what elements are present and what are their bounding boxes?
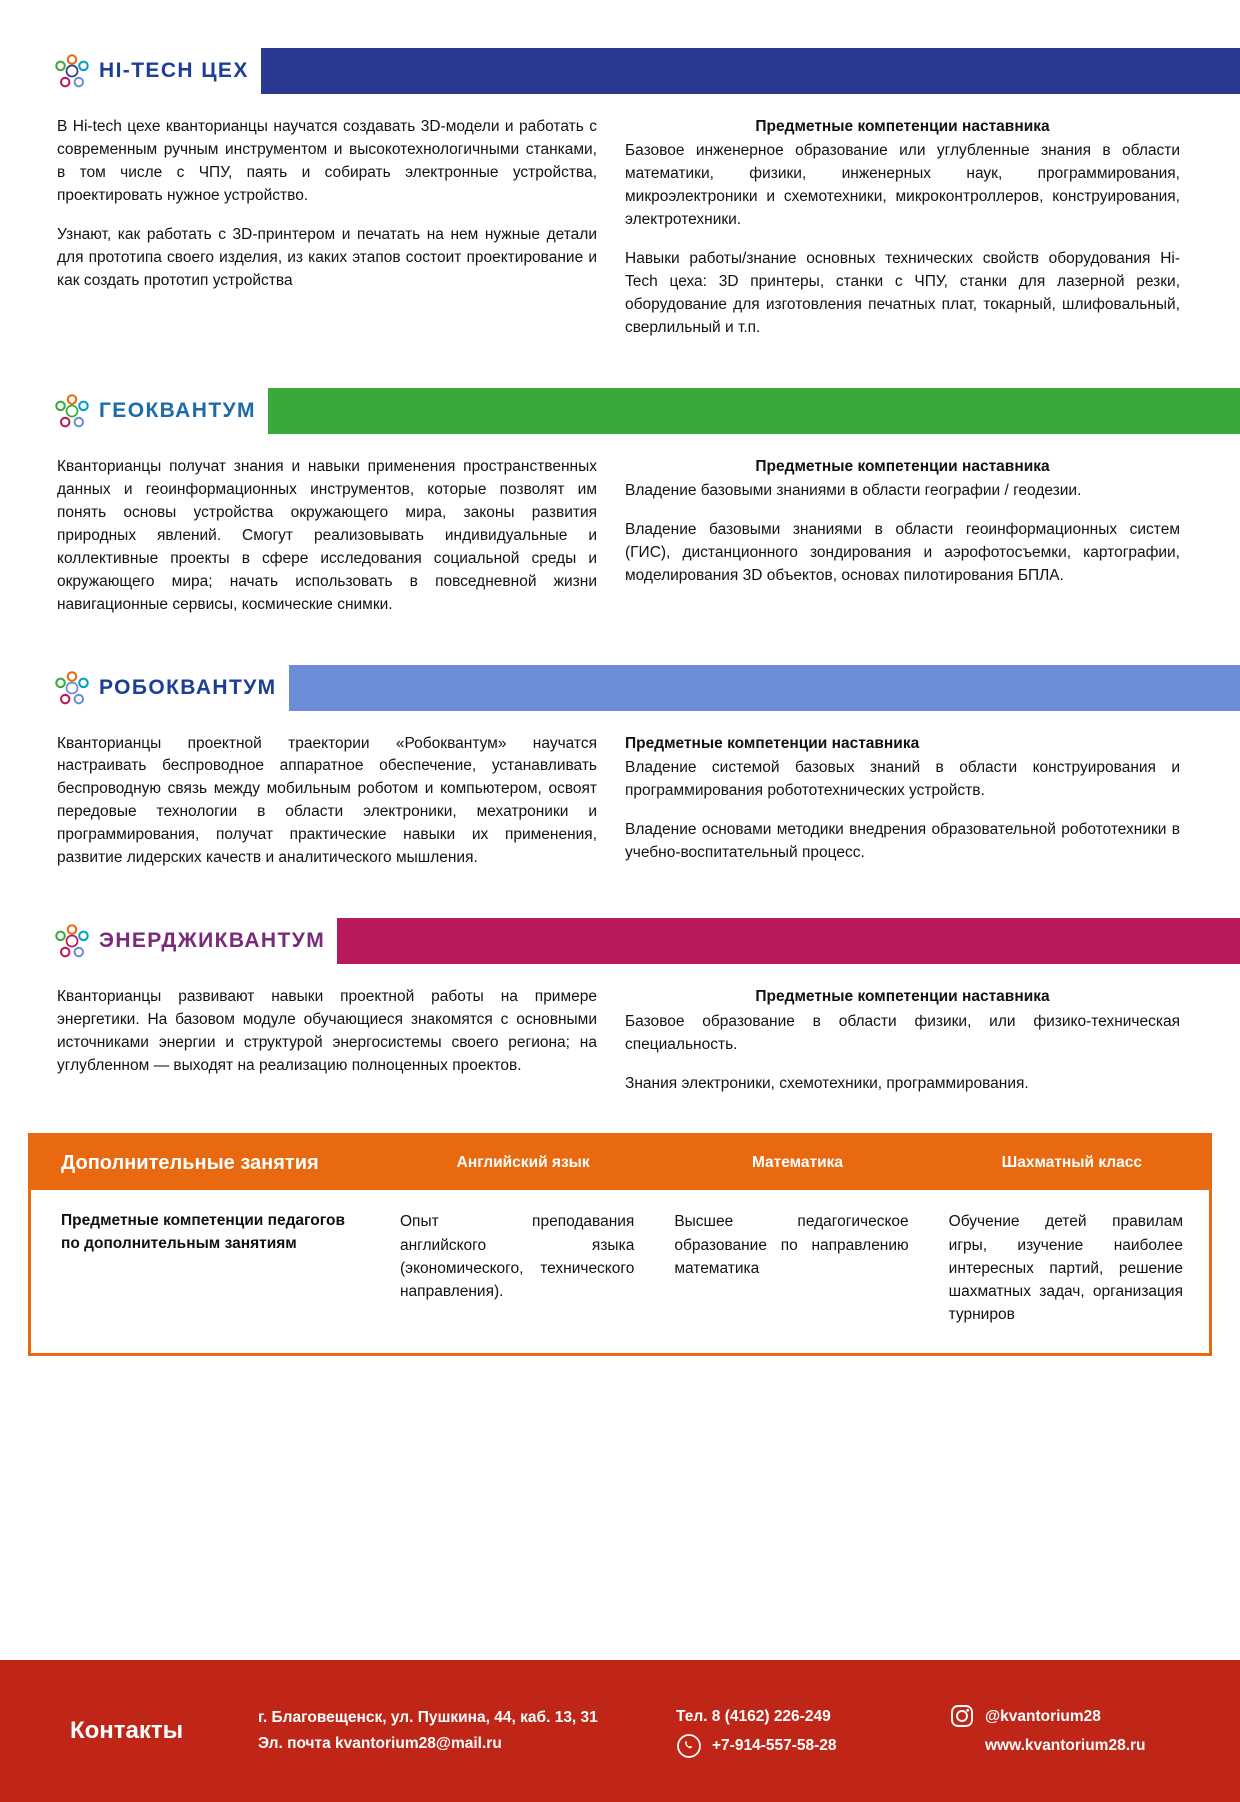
section-band-energykvantum <box>0 918 1240 964</box>
instagram-icon <box>949 1703 975 1729</box>
column-header-chess: Шахматный класс <box>1001 1154 1143 1172</box>
section-content-hitech <box>0 94 1240 340</box>
competencies-heading: Предметные компетенции наставника <box>755 988 1050 1006</box>
logo-hitech <box>0 48 261 94</box>
section-band-hitech <box>0 48 1240 94</box>
column-header-english: Английский язык <box>456 1154 590 1172</box>
column-header-math: Математика <box>751 1154 844 1172</box>
section-title-geokvantum: ГЕОКВАНТУМ <box>99 398 256 422</box>
paragraph: Узнают, как работать с 3D-принтером и печатать на нем нужные детали для прототипа своего изделия, из каких этапов состоит проектирование и как создать прототип устройства <box>57 225 597 289</box>
competencies-heading: Предметные компетенции наставника <box>625 734 920 752</box>
additional-classes-table <box>28 1133 1212 1355</box>
paragraph: Кванторианцы получат знания и навыки применения пространственных данных и геоинформационных инструментов, которые позволят им понять основы устройства окружающего мира, законы развития природных явлений. Смогут реализовывать индивидуальные и коллективные проекты в сфере исследования социальной среды и окружающего мира; начать использовать в повседневной жизни навигационные сервисы, космические снимки. <box>57 457 597 613</box>
footer-title: Контакты <box>70 1717 184 1744</box>
paragraph: Владение базовыми знаниями в области географии / геодезии. <box>625 482 1082 500</box>
section-content-energykvantum <box>0 964 1240 1095</box>
phone-office-text: Тел. 8 (4162) 226-249 <box>676 1707 831 1725</box>
instagram-handle: @kvantorium28 <box>985 1707 1101 1725</box>
logo-robokvantum <box>0 665 289 711</box>
quantorium-atom-icon <box>55 671 89 705</box>
website-url: www.kvantorium28.ru <box>985 1737 1146 1754</box>
email-line: Эл. почта kvantorium28@mail.ru <box>258 1735 502 1752</box>
quantorium-atom-icon <box>55 924 89 958</box>
cell-math: Высшее педагогическое образование по направлению математика <box>674 1213 909 1277</box>
logo-energykvantum <box>0 918 337 964</box>
paragraph: Кванторианцы проектной траектории «Робоквантум» научатся настраивать беспроводное аппаратное обеспечение, устанавливать беспроводную связь между мобильным роботом и компьютером, освоят передовые технологии в области электроники, мехатроники и программирования, получат практические навыки их применения, развитие лидерских качеств и аналитического мышления. <box>57 734 597 867</box>
section-right-column-hitech <box>625 116 1180 340</box>
paragraph: В Hi-tech цехе кванторианцы научатся создавать 3D-модели и работать с современным ручным инструментом и высокотехнологичными станками, в том числе с ЧПУ, паять и собирать электронные устройства, проектировать нужное устройство. <box>57 118 597 204</box>
section-band-geokvantum <box>0 388 1240 434</box>
competencies-heading: Предметные компетенции наставника <box>755 118 1050 135</box>
paragraph: Кванторианцы развивают навыки проектной работы на примере энергетики. На базовом модуле обучающиеся знакомятся с основными источниками энергии и структурой энергосистемы своего региона; на углубленном — выходят на реализацию полноценных проектов. <box>57 988 597 1074</box>
paragraph: Навыки работы/знание основных технических свойств оборудования Hi-Tech цеха: 3D принтеры, станки с ЧПУ, станки для лазерной резки, оборудование для изготовления печатных плат, токарный, шлифовальный, сверлильный и т.п. <box>625 250 1180 337</box>
section-title-hitech: HI-TECH ЦЕХ <box>99 59 249 82</box>
section-band-robokvantum <box>0 665 1240 711</box>
paragraph: Владение основами методики внедрения образовательной робототехники в учебно-воспитательный процесс. <box>625 820 1180 861</box>
table-row <box>31 1190 1209 1352</box>
section-title-energykvantum: ЭНЕРДЖИКВАНТУМ <box>99 929 326 953</box>
competencies-heading: Предметные компетенции наставника <box>755 457 1050 475</box>
section-color-bar-energykvantum <box>337 918 1240 964</box>
section-left-column-geokvantum <box>57 456 597 617</box>
cell-chess: Обучение детей правилам игры, изучение наиболее интересных партий, решение шахматных задач, организация турниров <box>948 1213 1183 1324</box>
section-right-column-geokvantum <box>625 456 1180 617</box>
phone-mobile-text: +7-914-557-58-28 <box>712 1737 837 1754</box>
phone-whatsapp <box>676 1731 931 1760</box>
section-left-column-robokvantum <box>57 733 597 871</box>
quantorium-atom-icon <box>55 394 89 428</box>
paragraph: Знания электроники, схемотехники, программирования. <box>625 1074 1029 1092</box>
section-energykvantum <box>0 918 1240 1095</box>
table-title: Дополнительные занятия <box>61 1151 319 1174</box>
whatsapp-icon <box>676 1733 702 1759</box>
section-geokvantum <box>0 388 1240 617</box>
section-right-column-energykvantum <box>625 986 1180 1095</box>
website-line[interactable] <box>949 1731 1200 1760</box>
address-line: г. Благовещенск, ул. Пушкина, 44, каб. 13, 31 <box>258 1709 598 1727</box>
section-content-geokvantum <box>0 434 1240 617</box>
footer-phones <box>676 1702 931 1761</box>
section-content-robokvantum <box>0 711 1240 871</box>
section-left-column-hitech <box>57 116 597 340</box>
footer-web <box>949 1702 1200 1761</box>
contacts-footer <box>0 1660 1240 1802</box>
section-color-bar-hitech <box>261 48 1240 94</box>
section-color-bar-geokvantum <box>268 388 1240 434</box>
quantorium-atom-icon <box>55 54 89 88</box>
paragraph: Базовое образование в области физики, или физико-техническая специальность. <box>625 1012 1180 1053</box>
footer-address <box>258 1705 658 1756</box>
paragraph: Владение базовыми знаниями в области геоинформационных систем (ГИС), дистанционного зондирования и аэрофотосъемки, картографии, моделирования 3D объектов, основах пилотирования БПЛА. <box>625 521 1180 585</box>
instagram-line[interactable] <box>949 1702 1200 1731</box>
section-color-bar-robokvantum <box>289 665 1240 711</box>
document-page <box>0 48 1240 1802</box>
section-right-column-robokvantum <box>625 733 1180 871</box>
section-left-column-energykvantum <box>57 986 597 1095</box>
table-header-row <box>31 1136 1209 1190</box>
section-robokvantum <box>0 665 1240 871</box>
section-title-robokvantum: РОБОКВАНТУМ <box>99 675 277 699</box>
section-hitech <box>0 48 1240 340</box>
phone-primary <box>676 1702 931 1731</box>
cell-english: Опыт преподавания английского языка (экономического, технического направления). <box>400 1213 635 1301</box>
row-label: Предметные компетенции педагогов по дополнительным занятиям <box>61 1212 346 1252</box>
paragraph: Владение системой базовых знаний в области конструирования и программирования робототехнических устройств. <box>625 759 1180 799</box>
logo-geokvantum <box>0 388 268 434</box>
paragraph: Базовое инженерное образование или углубленные знания в области математики, физики, инженерных наук, программирования, микроэлектроники и схемотехники, микроконтроллеров, конструирования, электротехники. <box>625 142 1180 229</box>
